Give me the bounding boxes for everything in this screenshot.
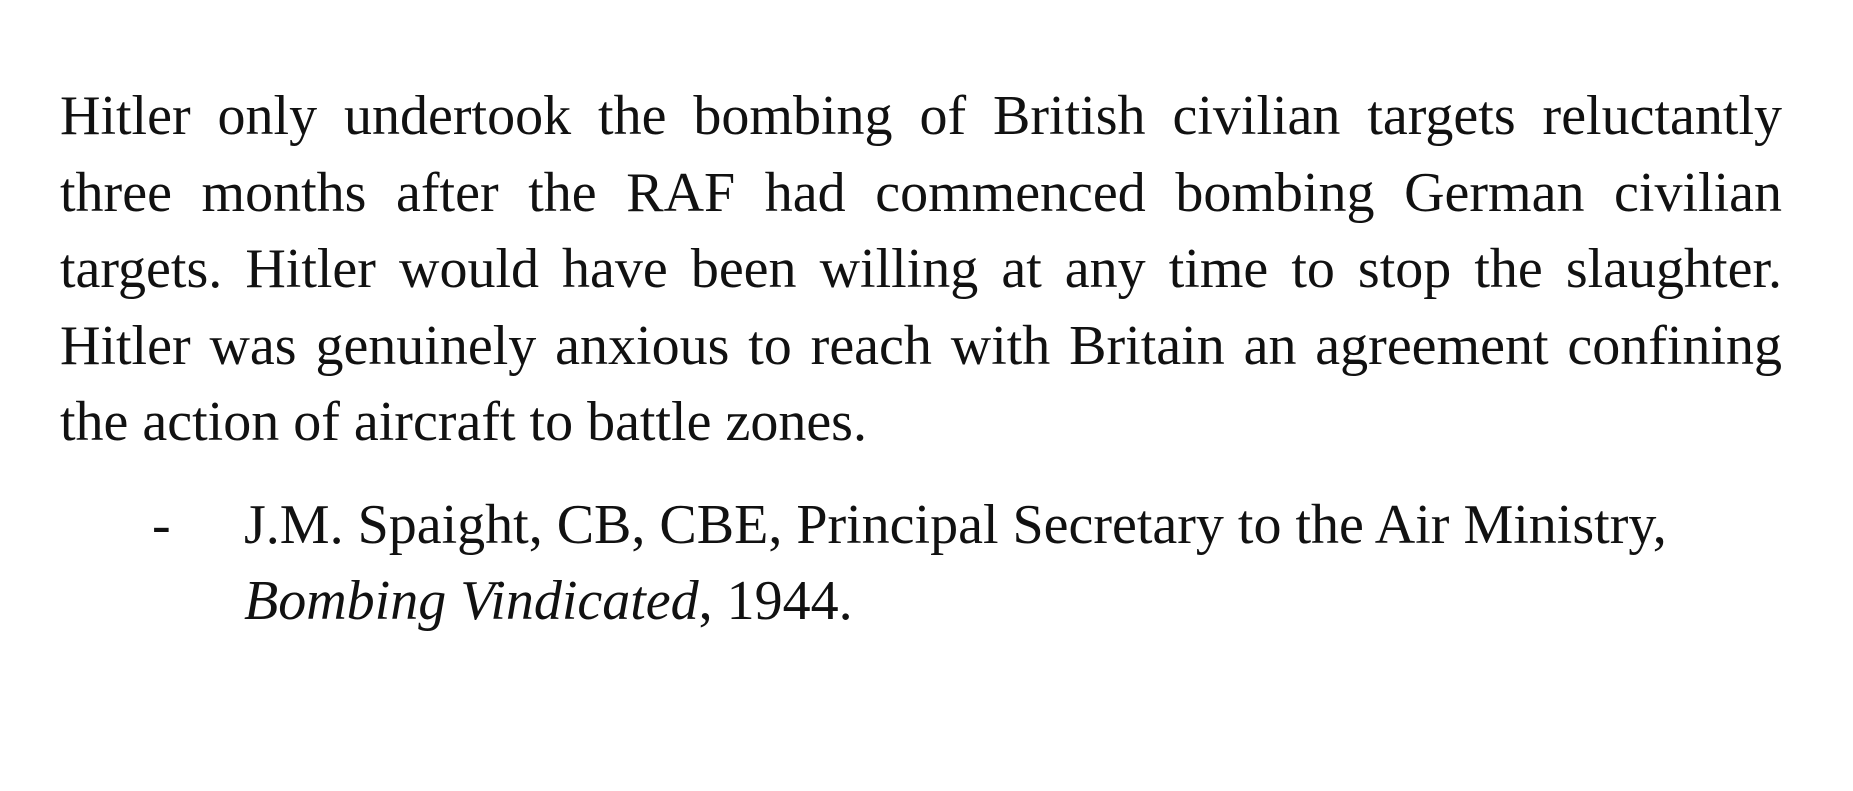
attribution-work-title: Bombing Vindicated [244, 570, 699, 632]
attribution-block [60, 487, 1676, 640]
attribution-year: , 1944. [698, 570, 853, 632]
attribution-dash: - [152, 493, 171, 556]
document-page [60, 78, 1782, 640]
attribution-author: J.M. Spaight, CB, CBE, Principal Secretary to the Air Ministry, [244, 493, 1667, 556]
quote-paragraph: Hitler only undertook the bombing of British civilian targets reluctantly three months after the RAF had commenced bombing German civilian targets. Hitler would have been willing at any time to stop the slaughter. Hitler was genuinely anxious to reach with Britain an agreement confining the action of aircraft to battle zones. [60, 85, 1782, 453]
